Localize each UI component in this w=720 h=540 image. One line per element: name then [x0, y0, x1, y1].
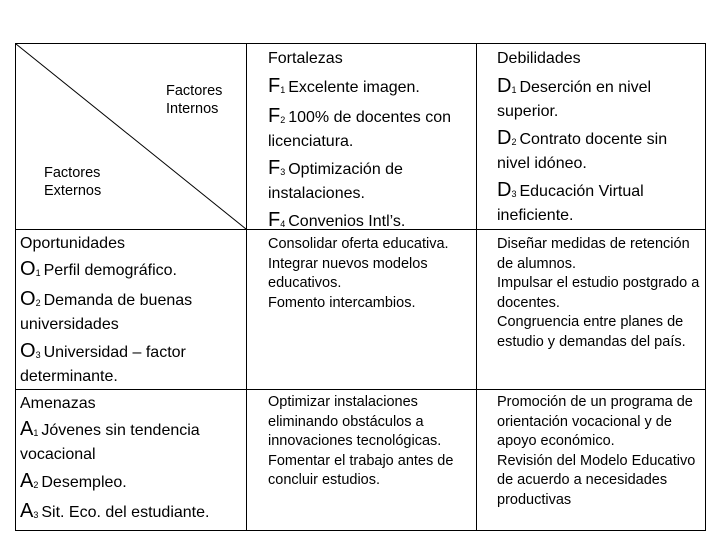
- fo-strategy-3: Fomento intercambios.: [268, 294, 416, 311]
- corner-diagonal: [16, 44, 246, 229]
- strengths-cell: [268, 49, 473, 229]
- strength-item-3: $F_3$ Optimización de instalaciones.: [268, 157, 403, 202]
- strength-item-2: $F_2$ 100% de docentes con licenciatura.: [268, 105, 452, 150]
- grid-col-divider-2: [476, 43, 477, 531]
- weakness-item-1: $D_1$ Deserción en nivel superior.: [497, 75, 652, 120]
- fo-strategy-2: Integrar nuevos modelos educativos.: [268, 255, 428, 291]
- opportunity-item-3: $O_3$ Universidad – factor determinante.: [20, 340, 186, 385]
- da-strategies-cell: [497, 393, 703, 528]
- grid-row-divider-2: [15, 389, 706, 390]
- grid-row-divider-1: [15, 229, 706, 230]
- opportunity-item-1: $O_1$ Perfil demográfico.: [20, 258, 177, 280]
- grid-border-right: [705, 43, 706, 531]
- threats-header: Amenazas: [20, 395, 96, 412]
- weaknesses-cell: [497, 49, 702, 229]
- fa-strategy-1: Optimizar instalaciones eliminando obstáculos a innovaciones tecnológicas.: [268, 394, 442, 449]
- do-strategy-2: Impulsar el estudio postgrado a docentes.: [497, 275, 700, 311]
- threat-item-1: $A_1$ Jóvenes sin tendencia vocacional: [20, 418, 200, 463]
- grid-col-divider-1: [246, 43, 247, 531]
- do-strategies-cell: [497, 235, 703, 387]
- corner-cell: [16, 44, 246, 229]
- fa-strategy-2: Fomentar el trabajo antes de concluir estudios.: [268, 452, 454, 488]
- do-strategy-3: Congruencia entre planes de estudio y demandas del país.: [497, 314, 686, 350]
- fo-strategies-cell: [268, 235, 473, 387]
- opportunities-header: Oportunidades: [20, 235, 125, 252]
- threat-item-2: $A_2$ Desempleo.: [20, 470, 127, 492]
- threats-cell: [20, 394, 244, 529]
- strength-item-4: $F_4$ Convenios Intl’s.: [268, 209, 406, 229]
- da-strategy-2: Revisión del Modelo Educativo de acuerdo a necesidades productivas: [497, 452, 696, 508]
- do-strategy-1: Diseñar medidas de retención de alumnos.: [497, 236, 690, 272]
- grid-border-bottom: [15, 530, 706, 531]
- weaknesses-header: Debilidades: [497, 50, 581, 67]
- internal-factors-label: Factores Internos: [166, 83, 223, 117]
- fo-strategy-1: Consolidar oferta educativa.: [268, 236, 449, 252]
- opportunity-item-2: $O_2$ Demanda de buenas universidades: [20, 288, 193, 333]
- fa-strategies-cell: [268, 393, 473, 528]
- swot-matrix: [15, 43, 706, 531]
- strengths-header: Fortalezas: [268, 50, 343, 67]
- strength-item-1: $F_1$ Excelente imagen.: [268, 75, 420, 97]
- weakness-item-3: $D_3$ Educación Virtual ineficiente.: [497, 179, 644, 224]
- weakness-item-2: $D_2$ Contrato docente sin nivel idóneo.: [497, 127, 668, 172]
- external-factors-label: Factores Externos: [44, 165, 102, 199]
- opportunities-cell: [20, 234, 244, 389]
- da-strategy-1: Promoción de un programa de orientación vocacional y de apoyo económico.: [497, 394, 693, 449]
- threat-item-3: $A_3$ Sit. Eco. del estudiante.: [20, 500, 210, 522]
